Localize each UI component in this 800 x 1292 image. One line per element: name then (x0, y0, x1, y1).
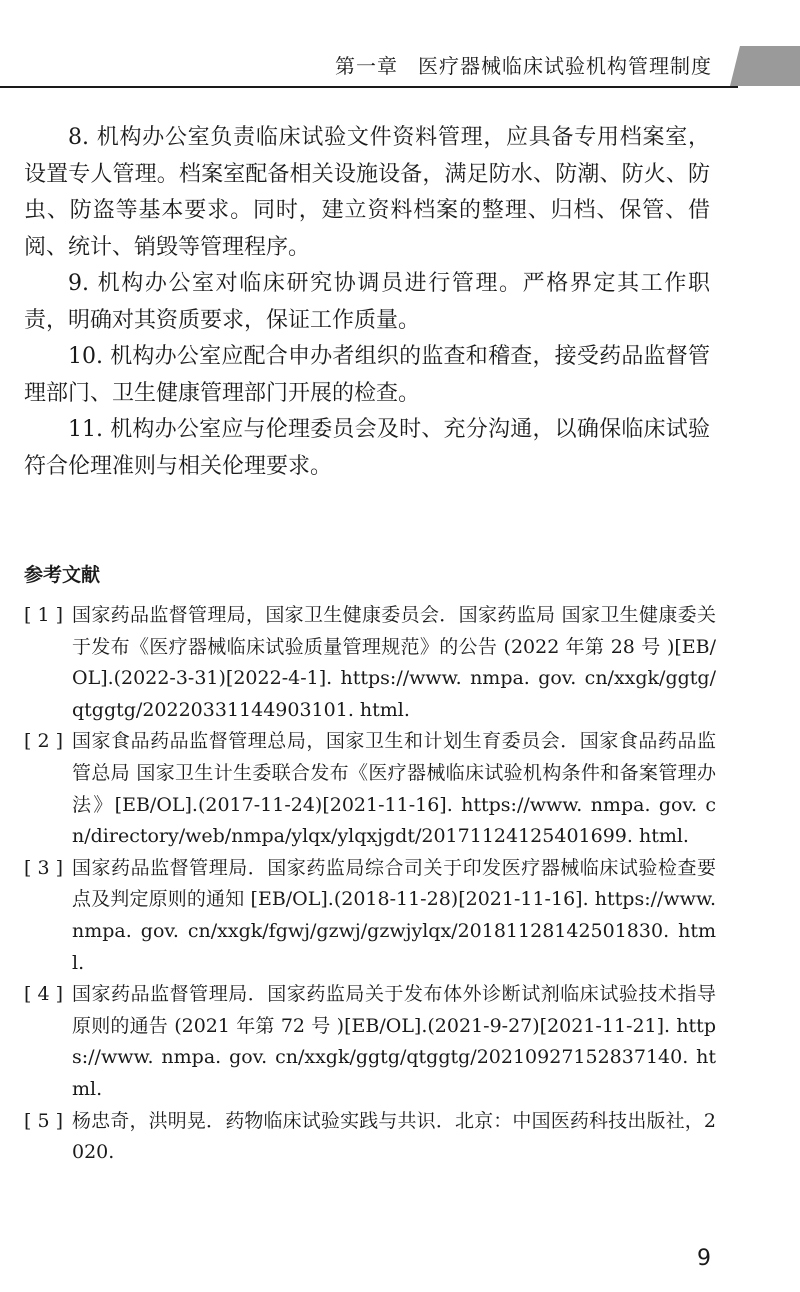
reference-text: 国家药品监督管理局．国家药监局关于发布体外诊断试剂临床试验技术指导原则的通告 (2021 年第 72 号 )[EB/OL].(2021-9-27)[2021-11-21]. https://www. nmpa. gov. cn/xxgk/ggtg/qtggtg/20210927152837140. html. (72, 983, 716, 1100)
reference-item (24, 726, 716, 852)
reference-text: 国家药品监督管理局．国家药监局综合司关于印发医疗器械临床试验检查要点及判定原则的通知 [EB/OL].(2018-11-28)[2021-11-16]. https://www. nmpa. gov. cn/xxgk/fgwj/gzwj/gzwjylqx/20181128142501830. html. (72, 856, 716, 974)
reference-number: [ 1 ] (24, 604, 63, 626)
reference-number: [ 3 ] (24, 856, 63, 879)
reference-item (24, 600, 716, 726)
reference-text: 国家药品监督管理局，国家卫生健康委员会．国家药监局 国家卫生健康委关于发布《医疗器械临床试验质量管理规范》的公告 (2022 年第 28 号 )[EB/OL].(2022-3-31)[2022-4-1]. https://www. nmpa. gov. cn/xxgk/ggtg/qtggtg/20220331144903101. html. (72, 604, 716, 721)
reference-number: [ 4 ] (24, 983, 63, 1006)
chapter-label: 第一章 (335, 54, 398, 78)
paragraph-8: 8. 机构办公室负责临床试验文件资料管理，应具备专用档案室，设置专人管理。档案室配备相关设施设备，满足防水、防潮、防火、防虫、防盗等基本要求。同时，建立资料档案的整理、归档、保管、借阅、统计、销毁等管理程序。 (24, 125, 710, 260)
references-list (24, 600, 716, 1169)
chapter-tab-marker (730, 46, 800, 86)
reference-item (24, 853, 716, 979)
reference-text: 国家食品药品监督管理总局，国家卫生和计划生育委员会．国家食品药品监管总局 国家卫生计生委联合发布《医疗器械临床试验机构条件和备案管理办法》[EB/OL].(2017-11-24)[2021-11-16]. https://www. nmpa. gov. cn/directory/web/nmpa/ylqx/ylqxjgdt/20171124125401699. html. (72, 730, 716, 848)
header-rule (0, 86, 738, 88)
running-header (0, 46, 800, 90)
references-heading: 参考文献 (24, 564, 101, 586)
running-header-title (335, 50, 712, 79)
body-text (24, 120, 710, 485)
paragraph-11: 11. 机构办公室应与伦理委员会及时、充分沟通，以确保临床试验符合伦理准则与相关伦理要求。 (24, 417, 710, 479)
reference-item (24, 979, 716, 1105)
paragraph-9: 9. 机构办公室对临床研究协调员进行管理。严格界定其工作职责，明确对其资质要求，保证工作质量。 (24, 271, 710, 333)
page-number: 9 (697, 1246, 711, 1271)
paragraph-10: 10. 机构办公室应配合申办者组织的监查和稽查，接受药品监督管理部门、卫生健康管理部门开展的检查。 (24, 344, 710, 406)
reference-text: 杨忠奇，洪明晃．药物临床试验实践与共识．北京：中国医药科技出版社，2020. (72, 1109, 716, 1164)
reference-number: [ 2 ] (24, 730, 63, 753)
reference-number: [ 5 ] (24, 1109, 63, 1132)
reference-item (24, 1106, 716, 1169)
chapter-title: 医疗器械临床试验机构管理制度 (418, 54, 712, 78)
